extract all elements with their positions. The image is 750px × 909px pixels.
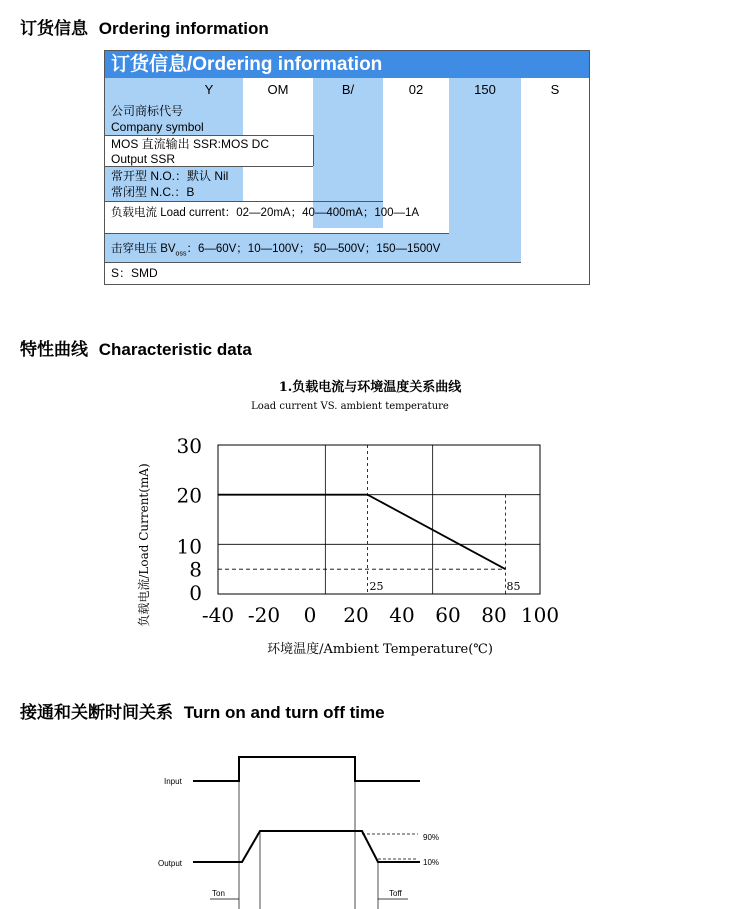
ton-label: Ton (212, 889, 225, 898)
code-y: Y (204, 82, 214, 97)
mos-en: Output SSR (111, 152, 176, 166)
x-tick-label: 60 (435, 603, 461, 627)
y-tick-label: 10 (176, 534, 202, 559)
pct10-label: 10% (423, 858, 440, 867)
bv-sub: oss (175, 250, 187, 258)
load-line: 负载电流 Load current：02—20mA；40—400mA；100—1A (111, 207, 420, 219)
y-tick-label: 30 (176, 434, 202, 458)
no-line: 常开型 N.O.：默认 Nil (111, 169, 229, 183)
ordering-title-cn: 订货信息 (20, 19, 88, 39)
y-tick-label: 20 (176, 483, 202, 508)
annotation-85: 85 (506, 580, 521, 593)
ordering-title-en: Ordering information (98, 19, 269, 38)
output-label: Output (158, 859, 183, 868)
x-tick-label: 20 (343, 603, 369, 627)
code-b: B/ (341, 82, 355, 97)
output-waveform (193, 831, 420, 862)
toff-label: Toff (389, 889, 402, 898)
company-cn: 公司商标代号 (111, 104, 184, 118)
characteristic-section-title (20, 335, 252, 360)
chart-subtitle: Load current VS. ambient temperature (251, 401, 449, 412)
input-label: Input (164, 777, 182, 786)
x-tick-label: 100 (520, 603, 560, 627)
characteristic-title-en: Characteristic data (98, 340, 252, 359)
ordering-table-header: 订货信息/Ordering information (105, 51, 589, 78)
code-150: 150 (474, 82, 496, 97)
ordering-section-title (20, 14, 269, 39)
timing-section-title (20, 698, 385, 723)
row-line-1 (105, 135, 313, 136)
x-tick-label: 80 (481, 603, 507, 627)
x-axis-label: 环境温度/Ambient Temperature(℃) (267, 642, 493, 657)
pct90-label: 90% (423, 833, 440, 842)
code-om: OM (267, 82, 289, 97)
y-tick-label: 0 (189, 581, 202, 605)
code-02: 02 (408, 82, 424, 97)
plot-frame (218, 445, 540, 594)
y-axis-label: 负载电流/Load Current(mA) (137, 463, 151, 627)
timing-diagram (150, 745, 480, 909)
nc-line: 常闭型 N.C.：B (111, 185, 195, 199)
row-line-3 (105, 201, 383, 202)
series-line (218, 495, 506, 570)
timing-title-en: Turn on and turn off time (183, 703, 385, 722)
ordering-table (104, 50, 590, 285)
x-tick-label: -20 (247, 603, 281, 627)
col-line-om (313, 135, 314, 166)
annotation-25: 25 (369, 580, 384, 593)
x-tick-label: 40 (389, 603, 415, 627)
bv-prefix: 击穿电压 BV (111, 243, 176, 255)
code-s: S (550, 82, 560, 97)
row-line-5 (105, 262, 521, 263)
x-tick-label: -40 (201, 603, 235, 627)
timing-title-cn: 接通和关断时间关系 (20, 703, 173, 723)
row-line-4 (105, 233, 449, 234)
bv-suffix: ：6—60V；10—100V； 50—500V；150—1500V (186, 243, 441, 255)
company-en: Company symbol (111, 120, 204, 134)
mos-cn: MOS 直流输出 SSR:MOS DC (111, 137, 270, 151)
bv-line (111, 242, 440, 261)
input-waveform (193, 757, 420, 781)
y-tick-label: 8 (189, 557, 202, 582)
x-tick-label: 0 (303, 603, 317, 627)
smd-line: S：SMD (111, 266, 158, 280)
plot-area (177, 434, 560, 627)
chart-title: 1.负载电流与环境温度关系曲线 (278, 380, 462, 395)
load-current-chart (120, 375, 580, 665)
characteristic-title-cn: 特性曲线 (20, 340, 88, 360)
